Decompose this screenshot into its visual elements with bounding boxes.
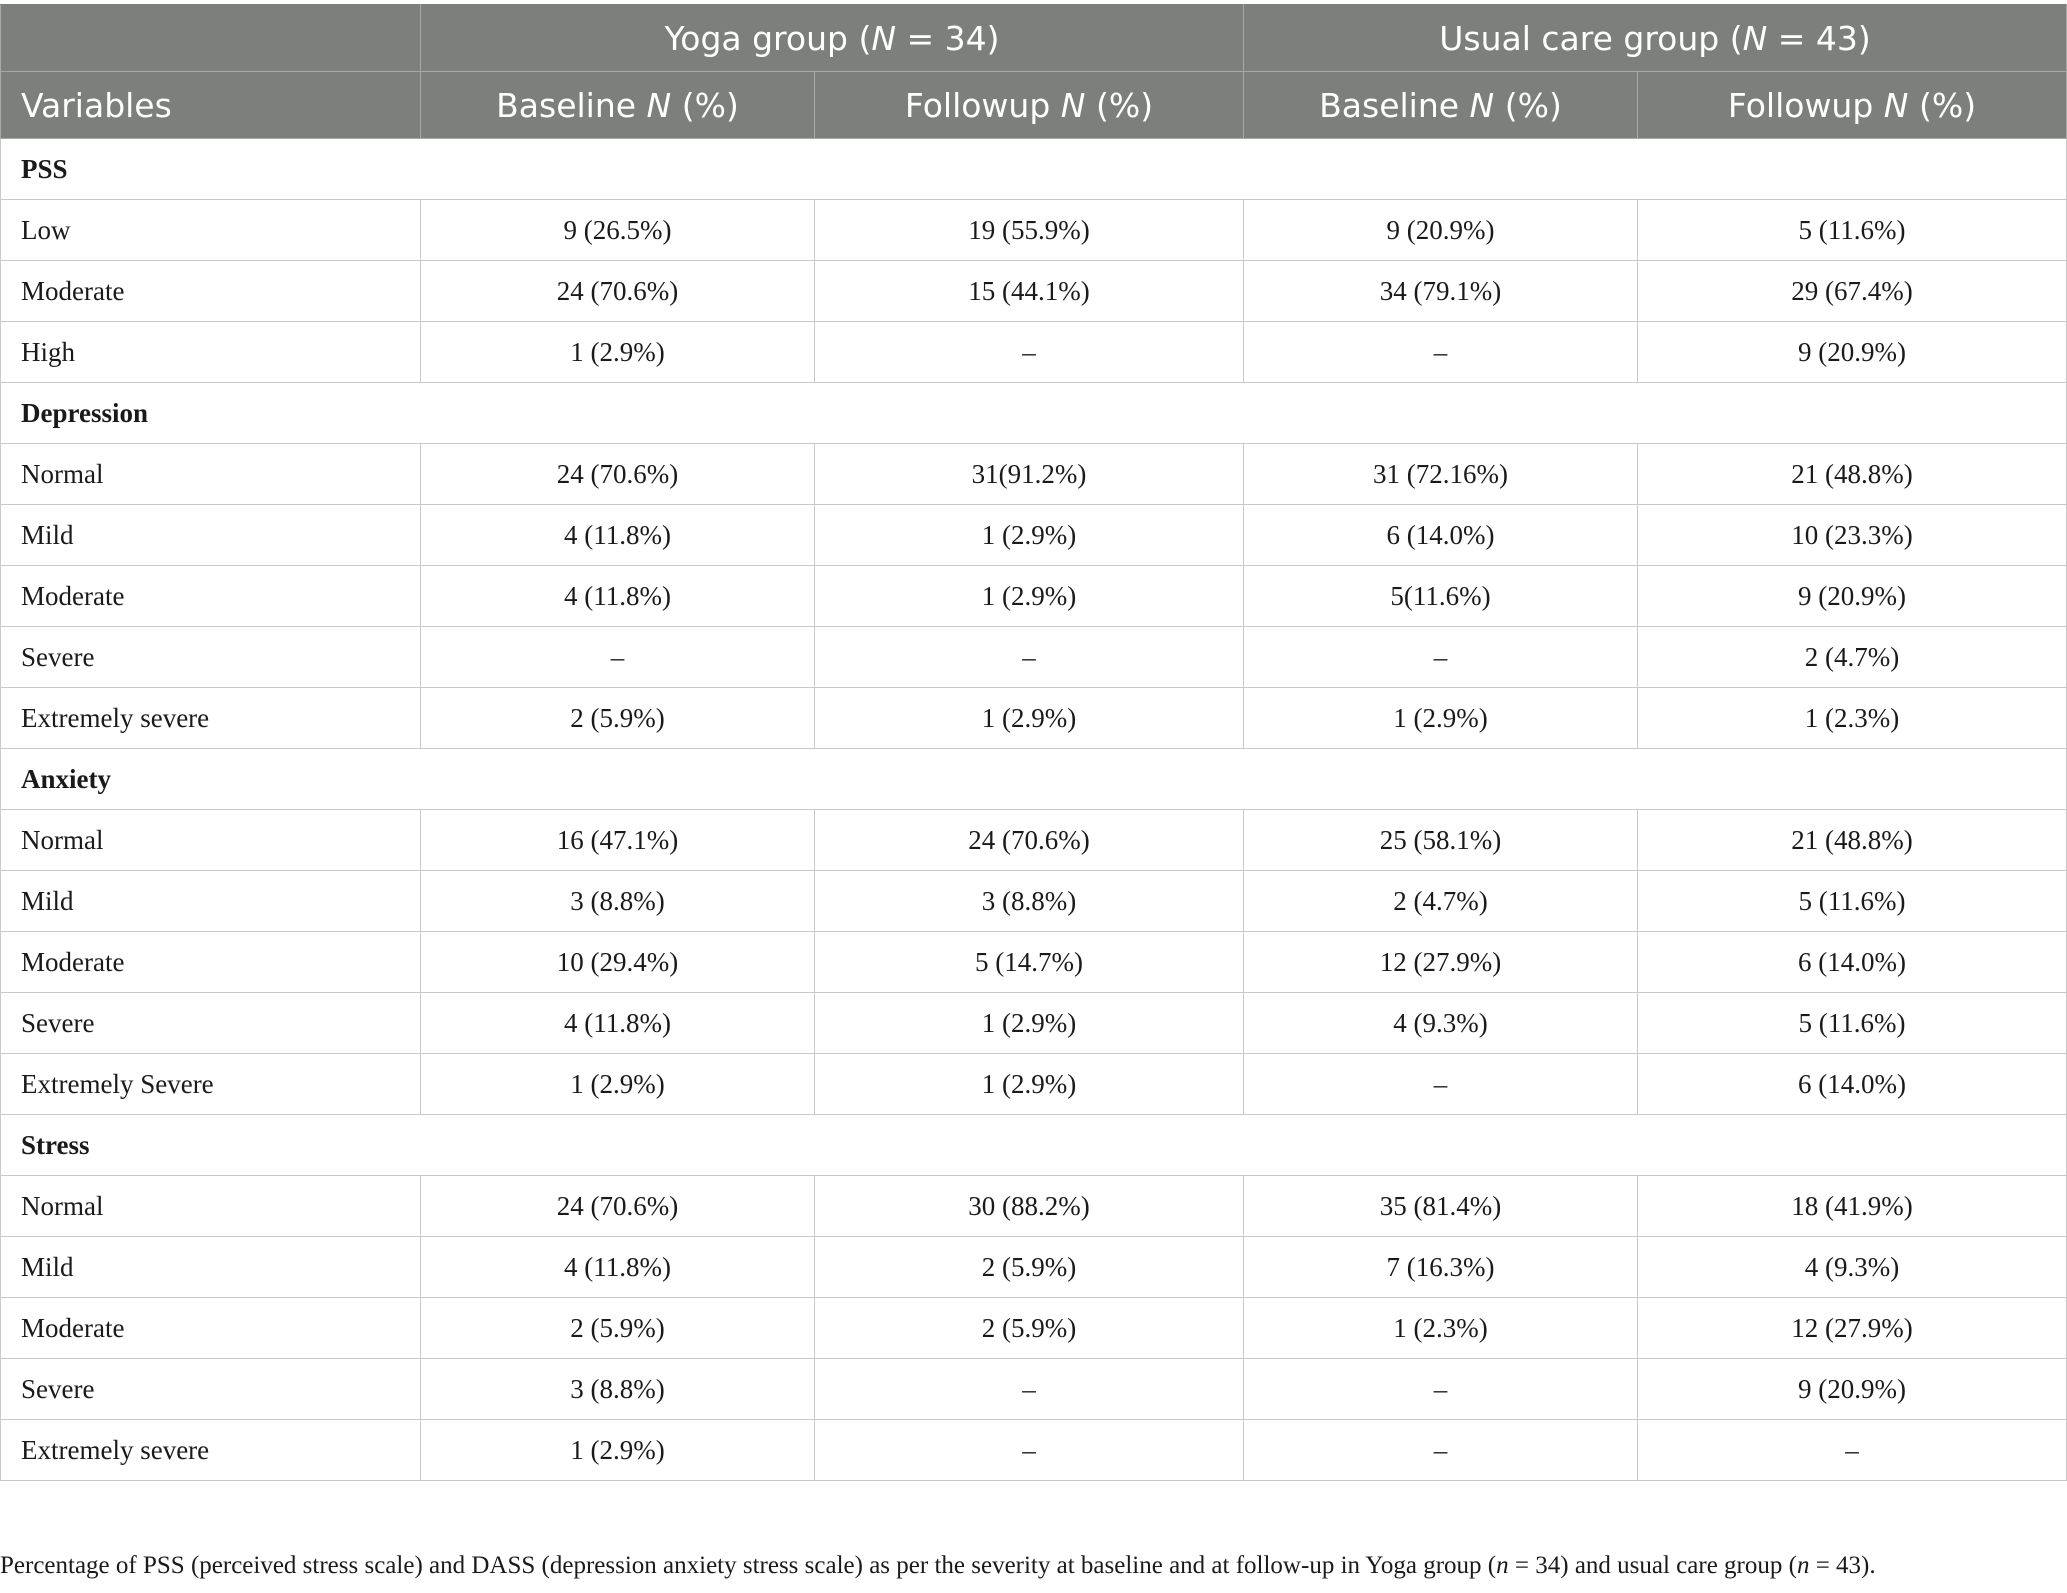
row-label: Normal: [1, 1176, 421, 1237]
value-cell: 24 (70.6%): [421, 1176, 815, 1237]
value-cell: 1 (2.9%): [815, 505, 1244, 566]
value-cell: 1 (2.9%): [815, 1054, 1244, 1115]
value-cell: 7 (16.3%): [1244, 1237, 1638, 1298]
value-cell: 1 (2.9%): [1244, 688, 1638, 749]
section-row: [1, 1115, 2067, 1176]
value-cell: 5 (14.7%): [815, 932, 1244, 993]
row-label: Low: [1, 200, 421, 261]
value-cell: –: [815, 322, 1244, 383]
table-row: [1, 932, 2067, 993]
section-title: PSS: [1, 139, 2067, 200]
value-cell: –: [815, 1420, 1244, 1481]
value-cell: 4 (11.8%): [421, 1237, 815, 1298]
table-body: [1, 139, 2067, 1481]
value-cell: 24 (70.6%): [815, 810, 1244, 871]
value-cell: 24 (70.6%): [421, 444, 815, 505]
value-cell: 1 (2.9%): [421, 1054, 815, 1115]
value-cell: 19 (55.9%): [815, 200, 1244, 261]
row-label: Severe: [1, 627, 421, 688]
value-cell: –: [1244, 1359, 1638, 1420]
table-row: [1, 993, 2067, 1054]
row-label: Extremely severe: [1, 1420, 421, 1481]
value-cell: 2 (5.9%): [815, 1298, 1244, 1359]
results-table: [0, 4, 2067, 1481]
yoga-followup-header: Followup N (%): [815, 72, 1244, 139]
value-cell: 5(11.6%): [1244, 566, 1638, 627]
value-cell: 31 (72.16%): [1244, 444, 1638, 505]
value-cell: –: [815, 627, 1244, 688]
value-cell: 1 (2.3%): [1244, 1298, 1638, 1359]
column-header-row: [1, 72, 2067, 139]
value-cell: 10 (29.4%): [421, 932, 815, 993]
value-cell: 9 (20.9%): [1638, 1359, 2067, 1420]
table-row: [1, 688, 2067, 749]
table-row: [1, 444, 2067, 505]
row-label: Severe: [1, 993, 421, 1054]
value-cell: 3 (8.8%): [421, 1359, 815, 1420]
value-cell: 5 (11.6%): [1638, 871, 2067, 932]
table-row: [1, 261, 2067, 322]
value-cell: 4 (9.3%): [1244, 993, 1638, 1054]
table-header: [1, 5, 2067, 139]
table-row: [1, 1420, 2067, 1481]
row-label: Extremely severe: [1, 688, 421, 749]
table-row: [1, 1359, 2067, 1420]
row-label: Moderate: [1, 932, 421, 993]
variables-header: Variables: [1, 72, 421, 139]
table-footnote: Percentage of PSS (perceived stress scale) and DASS (depression anxiety stress scale) as per the severity at baseline and at follow-up in Yoga group (n = 34) and usual care group (n = 43).: [0, 1552, 1876, 1579]
value-cell: 16 (47.1%): [421, 810, 815, 871]
value-cell: 1 (2.9%): [421, 1420, 815, 1481]
value-cell: 1 (2.3%): [1638, 688, 2067, 749]
value-cell: 5 (11.6%): [1638, 200, 2067, 261]
value-cell: 4 (11.8%): [421, 993, 815, 1054]
value-cell: 4 (9.3%): [1638, 1237, 2067, 1298]
value-cell: –: [1244, 322, 1638, 383]
row-label: Moderate: [1, 566, 421, 627]
yoga-group-header: Yoga group (N = 34): [421, 5, 1244, 72]
value-cell: 24 (70.6%): [421, 261, 815, 322]
value-cell: –: [1244, 1420, 1638, 1481]
section-row: [1, 749, 2067, 810]
section-row: [1, 139, 2067, 200]
value-cell: 12 (27.9%): [1244, 932, 1638, 993]
usual-baseline-header: Baseline N (%): [1244, 72, 1638, 139]
value-cell: 9 (20.9%): [1638, 322, 2067, 383]
value-cell: 12 (27.9%): [1638, 1298, 2067, 1359]
value-cell: –: [1244, 1054, 1638, 1115]
value-cell: 29 (67.4%): [1638, 261, 2067, 322]
value-cell: 2 (5.9%): [815, 1237, 1244, 1298]
value-cell: 9 (20.9%): [1244, 200, 1638, 261]
usual-followup-header: Followup N (%): [1638, 72, 2067, 139]
table-row: [1, 1176, 2067, 1237]
value-cell: 5 (11.6%): [1638, 993, 2067, 1054]
value-cell: 10 (23.3%): [1638, 505, 2067, 566]
value-cell: 6 (14.0%): [1244, 505, 1638, 566]
value-cell: –: [815, 1359, 1244, 1420]
section-title: Anxiety: [1, 749, 2067, 810]
value-cell: 30 (88.2%): [815, 1176, 1244, 1237]
table-row: [1, 871, 2067, 932]
value-cell: 1 (2.9%): [815, 993, 1244, 1054]
row-label: High: [1, 322, 421, 383]
table-row: [1, 627, 2067, 688]
value-cell: 6 (14.0%): [1638, 1054, 2067, 1115]
value-cell: 1 (2.9%): [815, 688, 1244, 749]
table-row: [1, 1237, 2067, 1298]
row-label: Extremely Severe: [1, 1054, 421, 1115]
value-cell: 9 (20.9%): [1638, 566, 2067, 627]
value-cell: 1 (2.9%): [815, 566, 1244, 627]
row-label: Mild: [1, 1237, 421, 1298]
table-row: [1, 1054, 2067, 1115]
table-row: [1, 505, 2067, 566]
section-row: [1, 383, 2067, 444]
value-cell: 9 (26.5%): [421, 200, 815, 261]
value-cell: 2 (4.7%): [1244, 871, 1638, 932]
yoga-baseline-header: Baseline N (%): [421, 72, 815, 139]
table-row: [1, 200, 2067, 261]
value-cell: 1 (2.9%): [421, 322, 815, 383]
value-cell: –: [1244, 627, 1638, 688]
value-cell: 21 (48.8%): [1638, 444, 2067, 505]
section-title: Depression: [1, 383, 2067, 444]
value-cell: –: [421, 627, 815, 688]
value-cell: 3 (8.8%): [421, 871, 815, 932]
section-title: Stress: [1, 1115, 2067, 1176]
table-row: [1, 1298, 2067, 1359]
table-row: [1, 322, 2067, 383]
value-cell: 2 (5.9%): [421, 688, 815, 749]
blank-header-cell: [1, 5, 421, 72]
row-label: Mild: [1, 871, 421, 932]
usual-care-group-header: Usual care group (N = 43): [1244, 5, 2067, 72]
value-cell: 21 (48.8%): [1638, 810, 2067, 871]
table-row: [1, 566, 2067, 627]
value-cell: 15 (44.1%): [815, 261, 1244, 322]
value-cell: 2 (5.9%): [421, 1298, 815, 1359]
value-cell: 25 (58.1%): [1244, 810, 1638, 871]
table-row: [1, 810, 2067, 871]
row-label: Normal: [1, 810, 421, 871]
value-cell: 34 (79.1%): [1244, 261, 1638, 322]
value-cell: 4 (11.8%): [421, 505, 815, 566]
group-header-row: [1, 5, 2067, 72]
value-cell: 31(91.2%): [815, 444, 1244, 505]
row-label: Moderate: [1, 1298, 421, 1359]
value-cell: 18 (41.9%): [1638, 1176, 2067, 1237]
value-cell: 3 (8.8%): [815, 871, 1244, 932]
row-label: Mild: [1, 505, 421, 566]
value-cell: 2 (4.7%): [1638, 627, 2067, 688]
value-cell: –: [1638, 1420, 2067, 1481]
value-cell: 35 (81.4%): [1244, 1176, 1638, 1237]
row-label: Moderate: [1, 261, 421, 322]
row-label: Normal: [1, 444, 421, 505]
value-cell: 4 (11.8%): [421, 566, 815, 627]
row-label: Severe: [1, 1359, 421, 1420]
value-cell: 6 (14.0%): [1638, 932, 2067, 993]
